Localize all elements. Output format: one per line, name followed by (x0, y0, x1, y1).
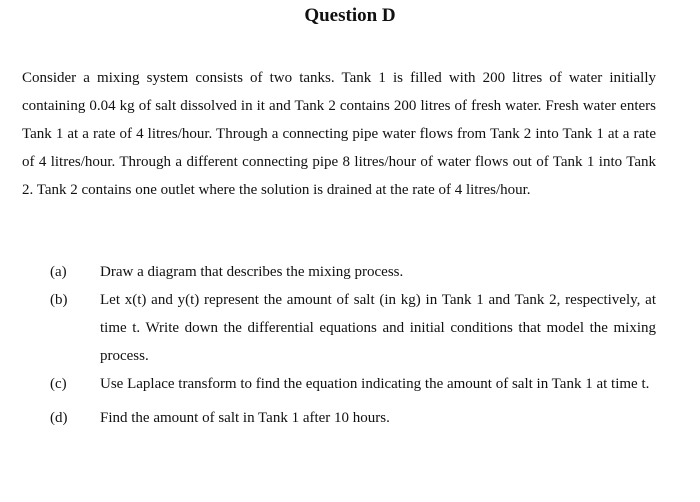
sub-question-list (0, 258, 700, 432)
sub-question-d (0, 404, 700, 432)
sub-question-text: Use Laplace transform to find the equation indicating the amount of salt in Tank 1 at time t. (100, 376, 650, 392)
sub-question-label: (d) (50, 410, 68, 426)
sub-question-text: Find the amount of salt in Tank 1 after 10 hours. (100, 410, 390, 426)
sub-question-b (0, 286, 700, 370)
sub-question-label: (c) (50, 376, 67, 392)
question-title: Question D (304, 5, 396, 26)
sub-question-c (0, 370, 700, 398)
sub-question-a (0, 258, 700, 286)
sub-question-label: (b) (50, 292, 68, 308)
problem-statement: Consider a mixing system consists of two tanks. Tank 1 is filled with 200 litres of water initially containing 0.04 kg of salt dissolved in it and Tank 2 contains 200 litres of fresh water. Fresh water enters Tank 1 at a rate of 4 litres/hour. Through a connecting pipe water flows from Tank 2 into Tank 1 at a rate of 4 litres/hour. Through a different connecting pipe 8 litres/hour of water flows out of Tank 1 into Tank 2. Tank 2 contains one outlet where the solution is drained at the rate of 4 litres/hour. (22, 70, 656, 198)
sub-question-label: (a) (50, 264, 67, 280)
sub-question-text: Draw a diagram that describes the mixing process. (100, 264, 404, 280)
sub-question-text: Let x(t) and y(t) represent the amount of salt (in kg) in Tank 1 and Tank 2, respectively, at time t. Write down the differential equations and initial conditions that model the mixing process. (100, 292, 656, 364)
